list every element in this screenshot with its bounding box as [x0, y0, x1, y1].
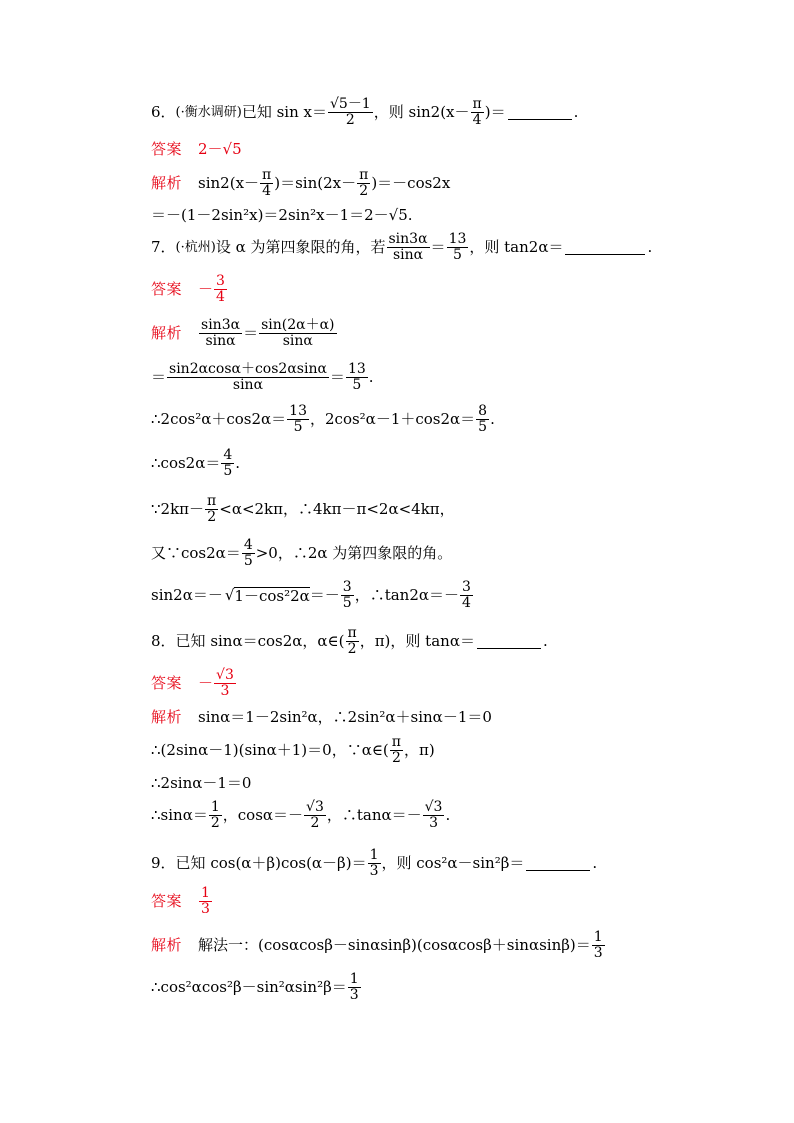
question-6: 6． (·衡水调研) 已知 sin x＝ $\frac{√5-1}{2}$ ，则 sin2(x－ $\frac{\pi}{4}$ )＝ .	[151, 96, 579, 128]
fraction: $\frac{\sin(2\alpha+\alpha)}{\sin\alpha}$	[261, 317, 335, 349]
solution-8-row-4: ∴sinα＝ $\frac{1}{2}$ ，cosα＝－ $\frac{√3}{2}$ ，∴tanα＝－ $\frac{√3}{3}$ .	[151, 799, 451, 831]
question-number: 8．	[151, 631, 176, 650]
fraction: $\frac{1}{3}$	[369, 847, 379, 879]
solution-label: 解析	[151, 708, 183, 726]
solution-8-row-2: ∴(2sinα－1)(sinα＋1)＝0，∵α∈( $\frac{\pi}{2}$ ，π)	[151, 734, 435, 766]
fraction: $\frac{\pi}{4}$	[262, 167, 272, 199]
question-source: (·衡水调研)	[175, 104, 242, 120]
solution-7-row-4: ∴cos2α＝ $\frac{4}{5}$ .	[151, 447, 241, 479]
solution-9-row-1: 解析 解法一：(cosαcosβ－sinαsinβ)(cosαcosβ＋sinαsinβ)＝ $\frac{1}{3}$	[151, 929, 603, 961]
answer-label: 答案	[151, 891, 183, 910]
fraction: $\frac{√3}{3}$	[424, 799, 443, 831]
fraction: $\frac{\sin 2\alpha\cos\alpha+\cos 2\alpha\sin\alpha}{\sin\alpha}$	[169, 361, 327, 393]
answer-6	[151, 142, 242, 157]
solution-8-row-1: 解析 sinα＝1－2sin²α，∴2sin²α＋sinα－1＝0	[151, 708, 492, 726]
fraction: $\frac{4}{5}$	[223, 447, 233, 479]
question-8: 8． 已知 sinα＝cos2α，α∈( $\frac{\pi}{2}$ ，π)，则 tanα＝ .	[151, 625, 548, 657]
answer-9	[151, 886, 213, 916]
question-source: (·杭州)	[175, 239, 216, 255]
fraction: $\frac{√3}{2}$	[306, 799, 324, 831]
fraction: $\frac{\pi}{2}$	[207, 493, 217, 525]
solution-label: 解析	[151, 323, 183, 342]
answer-label: 答案	[151, 140, 183, 158]
solution-8-row-3: ∴2sinα－1＝0	[151, 774, 252, 792]
answer-8: 答案 － $\frac{√3}{3}$	[151, 667, 234, 699]
answer-value: 2－√5	[198, 140, 242, 158]
fraction: $\frac{3}{5}$	[342, 579, 352, 611]
fraction: $\frac{13}{5}$	[289, 403, 307, 435]
solution-7-row-7: sin2α＝－ √ 1－cos²2α ＝－ $\frac{3}{5}$ ，∴tan2α＝－ $\frac{3}{4}$	[151, 579, 471, 611]
fraction: $\frac{4}{5}$	[243, 537, 253, 569]
fraction: $\frac{\sin 3\alpha}{\sin\alpha}$	[388, 231, 428, 263]
answer-blank	[477, 633, 541, 649]
question-number: 7．	[151, 237, 176, 256]
answer-value: $\frac{1}{3}$	[201, 885, 210, 917]
fraction: $\frac{\pi}{2}$	[391, 734, 401, 766]
solution-label: 解析	[151, 935, 183, 954]
fraction: $\frac{\pi}{2}$	[359, 167, 369, 199]
fraction: $\frac{1}{2}$	[210, 799, 220, 831]
answer-value: $\frac{√3}{3}$	[216, 667, 234, 699]
answer-blank	[526, 855, 590, 871]
answer-blank	[508, 104, 572, 120]
answer-blank	[565, 239, 645, 255]
question-number: 6．	[151, 102, 176, 121]
solution-7-row-1: 解析 $\frac{\sin 3\alpha}{\sin\alpha}$ ＝ $\frac{\sin(2\alpha+\alpha)}{\sin\alpha}$	[151, 317, 335, 349]
fraction: $\frac{13}{5}$	[347, 361, 366, 393]
solution-7-row-5: ∵2kπ－ $\frac{\pi}{2}$ <α<2kπ，∴4kπ－π<2α<4kπ，	[151, 493, 455, 525]
fraction: $\frac{\sin 3\alpha}{\sin\alpha}$	[201, 317, 241, 349]
answer-label: 答案	[151, 279, 183, 298]
question-9: 9． 已知 cos(α＋β)cos(α－β)＝ $\frac{1}{3}$ ，则 cos²α－sin²β＝ .	[151, 847, 598, 879]
solution-7-row-2: ＝ $\frac{\sin 2\alpha\cos\alpha+\cos 2\alpha\sin\alpha}{\sin\alpha}$ ＝ $\frac{13}{5}$ .	[151, 361, 374, 393]
solution-6-line-1: 解析 sin2(x－ $\frac{\pi}{4}$ )＝sin(2x－ $\frac{\pi}{2}$ )＝－cos2x	[151, 167, 451, 199]
fraction: $\frac{1}{3}$	[349, 971, 359, 1003]
answer-label: 答案	[151, 673, 183, 692]
question-number: 9．	[151, 853, 176, 872]
solution-6-line-2: ＝－(1－2sin²x)＝2sin²x－1＝2－√5.	[151, 206, 413, 224]
sqrt-sign: √	[224, 585, 235, 604]
fraction: $\frac{3}{4}$	[462, 579, 471, 611]
fraction: $\frac{\pi}{2}$	[347, 625, 357, 657]
solution-7-row-3: ∴2cos²α＋cos2α＝ $\frac{13}{5}$ ，2cos²α－1＋cos2α＝ $\frac{8}{5}$ .	[151, 403, 495, 435]
fraction: $\frac{1}{3}$	[593, 929, 603, 961]
fraction: $\frac{\pi}{4}$	[472, 96, 482, 128]
fraction: $\frac{8}{5}$	[478, 403, 488, 435]
fraction: $\frac{√5-1}{2}$	[329, 96, 371, 128]
solution-7-row-6: 又∵cos2α＝ $\frac{4}{5}$ >0，∴2α 为第四象限的角。	[151, 537, 453, 569]
answer-7: 答案 － $\frac{3}{4}$	[151, 273, 225, 305]
fraction: $\frac{13}{5}$	[448, 231, 467, 263]
question-7: 7． (·杭州) 设 α 为第四象限的角，若 $\frac{\sin 3\alpha}{\sin\alpha}$ ＝ $\frac{13}{5}$ ，则 tan2α＝ .	[151, 231, 653, 263]
solution-9-row-2: ∴cos²αcos²β－sin²αsin²β＝ $\frac{1}{3}$	[151, 971, 359, 1003]
solution-label: 解析	[151, 173, 183, 192]
answer-value: $\frac{3}{4}$	[216, 273, 225, 305]
